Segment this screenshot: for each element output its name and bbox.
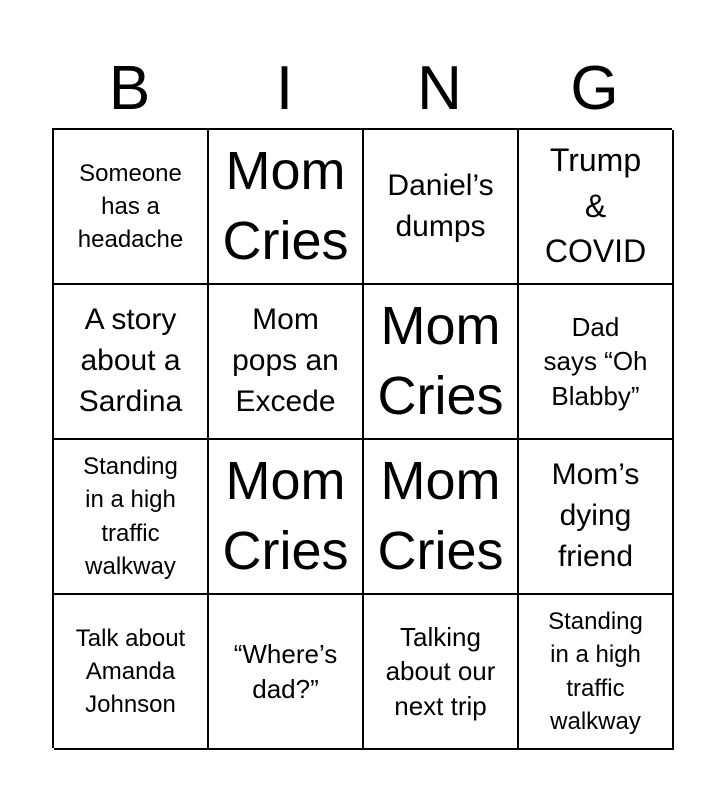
bingo-cell-text: A story about a Sardina bbox=[78, 303, 183, 418]
bingo-cell-text: Mom Cries bbox=[377, 451, 504, 581]
bingo-cell-text: Trump & COVID bbox=[544, 142, 647, 270]
bingo-cell-text: Mom Cries bbox=[222, 451, 349, 581]
bingo-cell-r1c3[interactable] bbox=[364, 130, 519, 285]
header-letter-g: G bbox=[570, 54, 619, 123]
bingo-cell-r2c4[interactable] bbox=[519, 285, 674, 440]
bingo-cell-r3c2[interactable] bbox=[209, 440, 364, 595]
bingo-cell-r3c4[interactable] bbox=[519, 440, 674, 595]
bingo-cell-r2c1[interactable] bbox=[54, 285, 209, 440]
bingo-cell-text: Someone has a headache bbox=[77, 159, 184, 254]
bingo-cell-text: Mom pops an Excede bbox=[232, 303, 339, 418]
header-letter-n: N bbox=[417, 54, 462, 123]
bingo-cell-text: Mom Cries bbox=[377, 296, 504, 426]
bingo-cell-text: Talking about our next trip bbox=[385, 622, 496, 721]
bingo-header bbox=[52, 50, 672, 128]
bingo-cell-text: Standing in a high traffic walkway bbox=[83, 453, 178, 580]
bingo-cell-r2c3[interactable] bbox=[364, 285, 519, 440]
bingo-cell-text: Standing in a high traffic walkway bbox=[548, 608, 643, 735]
bingo-cell-r1c4[interactable] bbox=[519, 130, 674, 285]
bingo-cell-r4c3[interactable] bbox=[364, 595, 519, 750]
bingo-cell-text: “Where’s dad?” bbox=[233, 639, 338, 704]
header-letter-b: B bbox=[108, 54, 151, 123]
bingo-cell-text: Daniel’s dumps bbox=[387, 168, 494, 243]
bingo-cell-r2c2[interactable] bbox=[209, 285, 364, 440]
bingo-board bbox=[52, 128, 672, 748]
bingo-cell-r3c3[interactable] bbox=[364, 440, 519, 595]
bingo-cell-text: Talk about Amanda Johnson bbox=[75, 624, 186, 719]
bingo-cell-text: Mom Cries bbox=[222, 141, 349, 271]
header-letter-i: I bbox=[275, 54, 294, 123]
bingo-cell-r4c2[interactable] bbox=[209, 595, 364, 750]
bingo-cell-r1c1[interactable] bbox=[54, 130, 209, 285]
bingo-cell-r4c1[interactable] bbox=[54, 595, 209, 750]
bingo-cell-text: Dad says “Oh Blabby” bbox=[543, 312, 648, 411]
bingo-cell-r4c4[interactable] bbox=[519, 595, 674, 750]
bingo-cell-r3c1[interactable] bbox=[54, 440, 209, 595]
bingo-cell-text: Mom’s dying friend bbox=[551, 458, 640, 573]
bingo-cell-r1c2[interactable] bbox=[209, 130, 364, 285]
